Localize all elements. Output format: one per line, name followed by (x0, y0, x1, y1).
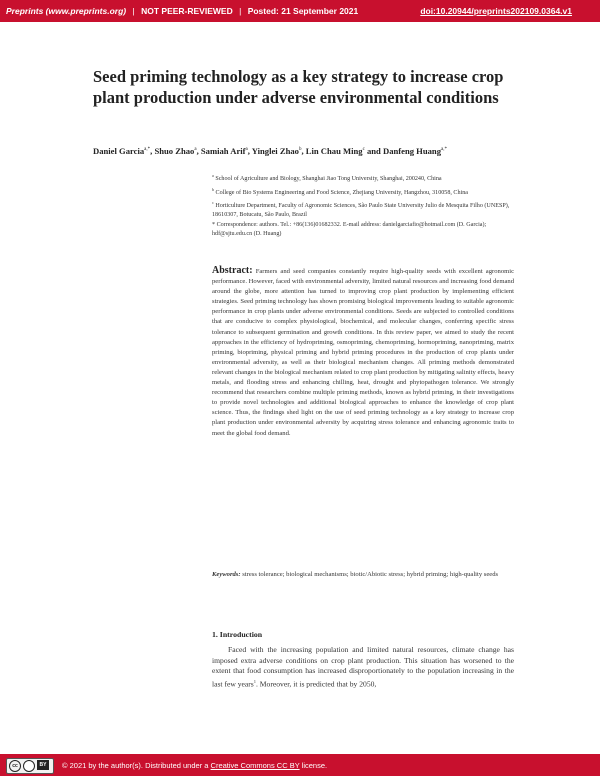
author-affiliation-mark: a,* (144, 147, 151, 153)
preprint-header-bar (0, 0, 600, 22)
posted-date: Posted: 21 September 2021 (247, 6, 359, 16)
section-heading-introduction: 1. Introduction (212, 630, 263, 639)
abstract-label: Abstract: (212, 265, 253, 276)
keywords-text: stress tolerance; biological mechanisms; biotic/Abiotic stress; hybrid priming; high-quality seeds (242, 571, 499, 578)
abstract (212, 266, 514, 439)
introduction-paragraph: Faced with the increasing population and limited natural resources, climate change has imposed extra adverse conditions on crop plant production. This situation has worsened to the extent that food consumption has increased disproportionately to the population increasing in the last few years$^1$. Moreover, it is predicted that by 2050, (212, 645, 514, 689)
creative-commons-link[interactable]: Creative Commons CC BY (210, 761, 300, 770)
paper-title: Seed priming technology as a key strategy to increase crop plant production under adverse environmental conditions (93, 67, 504, 107)
author-affiliation-mark: a,* (441, 147, 447, 153)
author-affiliation-mark: a (194, 147, 197, 153)
abstract-text: Farmers and seed companies constantly require high-quality seeds with excellent agronomic performance. However, faced with environmental adversity, limited natural resources and increasing food demand around the globe, more attention has turned to improving crop plant production by implementing efficient strategies. Seed priming technology has shown promising biological improvements leading to suitable agronomic performance in crop plants under adverse environmental conditions. Seeds are subjected to controlled conditions that are conducive to complex physiological, biochemical, and molecular changes, conferring specific stress tolerance to subsequent germination and growth conditions. In this review paper, we aimed to study the recent approaches in the efficiency of hydropriming, osmopriming, chemopriming, hormopriming, nanopriming, matrix priming, biopriming, physical priming and hybrid priming procedures in the production of crop plants under environmental adversity, as well as their biological mechanism changes. All priming methods demonstrated relevant changes in the biological mechanism related to crop plant production by mitigating salinity effects, heavy metals, and flooding stress and enhancing chilling, heat, drought and phytopathogen tolerance. We strongly recommend that researchers combine multiple priming methods, known as hybrid priming, in their investigations to provide novel technologies and additional biological approaches to enhance the knowledge of crop plant science. Thus, the findings shed light on the use of seed priming technology as a key strategy to increase crop plant production under environmental adversity by acquiring stress tolerance and enhancing agronomic traits to meet the global food demand. (212, 268, 515, 437)
author-name: Lin Chau Ming (305, 146, 363, 156)
affiliations (212, 172, 512, 241)
license-text: © 2021 by the author(s). Distributed under a Creative Commons CC BY license. (62, 761, 328, 770)
header-separator: | (132, 6, 135, 16)
affiliation-b: $^b$ College of Bio Systems Engineering and Food Science, Zhejiang University, Hangzhou, 310058, China (212, 186, 468, 196)
header-left (6, 6, 358, 16)
author-name: Daniel Garcia (93, 146, 145, 156)
author-affiliation-mark: a (245, 147, 248, 153)
peer-review-status: NOT PEER-REVIEWED (141, 6, 233, 16)
attribution-person-icon (23, 760, 35, 772)
header-separator: | (239, 6, 242, 16)
brand-link[interactable]: Preprints (www.preprints.org) (6, 6, 127, 16)
author-name: Shuo Zhao (154, 146, 195, 156)
keywords (212, 570, 514, 580)
affiliation-c: $^c$ Horticulture Department, Faculty of Agronomic Sciences, São Paulo State University Julio de Mesquita Filho (UNESP), 18610307, Botucatu, São Paulo, Brazil (212, 200, 510, 218)
doi-link[interactable]: doi:10.20944/preprints202109.0364.v1 (420, 6, 572, 16)
author-affiliation-mark: b (298, 147, 302, 153)
keywords-label: Keywords: (212, 571, 241, 578)
license-footer (0, 754, 600, 776)
cc-icon: cc (9, 760, 21, 772)
author-list: Daniel Garcia$^{a,*}$, Shuo Zhao$^a$, Samiah Arif$^a$, Yinglei Zhao$^b$, Lin Chau Ming$^c$ and Danfeng Huang$^{a,*}$ (93, 146, 447, 156)
author-name: Samiah Arif (200, 146, 246, 156)
author-name: Yinglei Zhao (251, 146, 299, 156)
by-label-icon: BY (37, 760, 49, 770)
author-affiliation-mark: c (362, 147, 365, 153)
cc-by-license-icon[interactable] (6, 758, 54, 774)
author-name: Danfeng Huang (382, 146, 442, 156)
correspondence: * Correspondence: authors. Tel.: +86(136)01682332. E-mail address: danielgarciafio@hotmail.com (D. Garcia); hdf@sjtu.edu.cn (D. Huang) (212, 222, 487, 238)
affiliation-a: $^a$ School of Agriculture and Biology, Shanghai Jiao Tong University, Shanghai, 200240, China (212, 173, 442, 183)
